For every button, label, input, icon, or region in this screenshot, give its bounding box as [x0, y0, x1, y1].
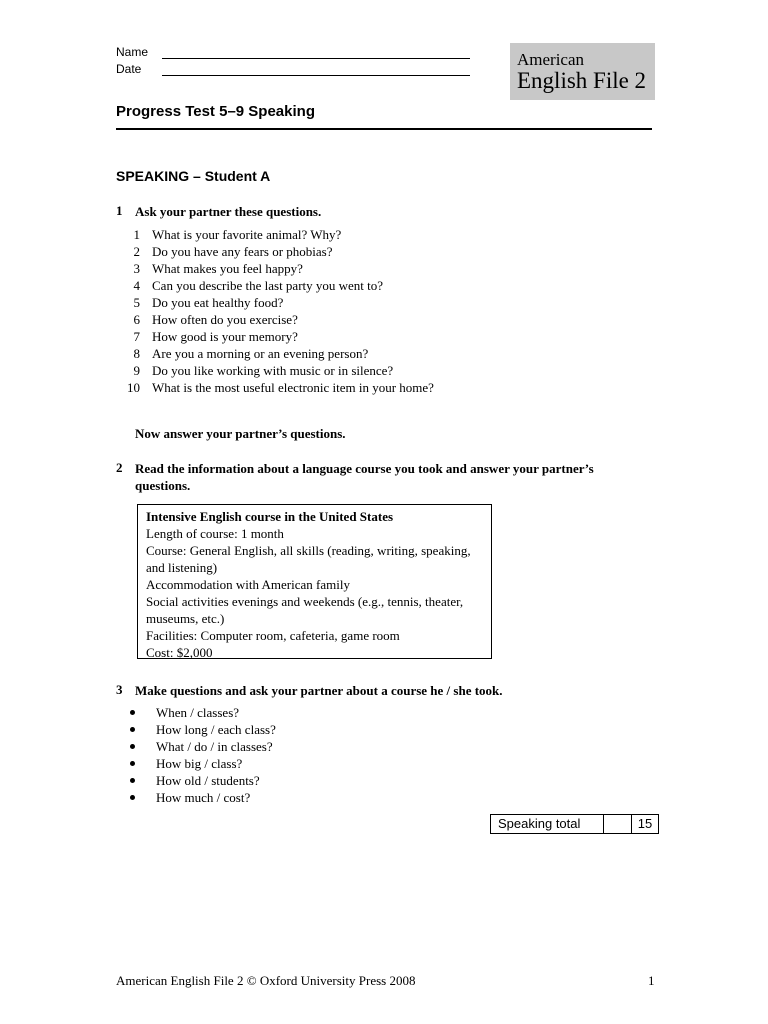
list-item [116, 243, 656, 260]
item-text: Can you describe the last party you went to? [152, 278, 384, 293]
question-2-text: Read the information about a language course you took and answer your partner’s questions. [135, 461, 594, 493]
list-item [116, 294, 656, 311]
course-info-line: Accommodation with American family [146, 577, 350, 592]
speaking-total-max: 15 [637, 816, 653, 831]
item-text: How good is your memory? [152, 329, 298, 344]
question-3-number: 3 [116, 682, 123, 697]
item-number: 4 [133, 278, 140, 293]
question-1-text: Ask your partner these questions. [135, 204, 322, 219]
item-number: 7 [133, 329, 140, 344]
bullet-icon [130, 795, 135, 800]
name-field[interactable] [162, 58, 470, 59]
course-info-line: Facilities: Computer room, cafeteria, game room [146, 628, 400, 643]
list-item [116, 328, 656, 345]
bullet-text: How long / each class? [156, 722, 276, 737]
item-text: Do you have any fears or phobias? [152, 244, 333, 259]
title-divider [116, 128, 652, 130]
name-label: Name [116, 45, 149, 59]
item-number: 9 [133, 363, 140, 378]
question-3-text: Make questions and ask your partner about a course he / she took. [135, 683, 503, 698]
item-number: 2 [133, 244, 140, 259]
bullet-text: How old / students? [156, 773, 260, 788]
test-title: Progress Test 5–9 Speaking [116, 103, 315, 120]
list-item [116, 362, 656, 379]
item-text: Do you eat healthy food? [152, 295, 284, 310]
question-1-followup: Now answer your partner’s questions. [135, 426, 346, 441]
bullet-icon [130, 778, 135, 783]
section-heading: SPEAKING – Student A [116, 168, 271, 184]
item-number: 1 [133, 227, 140, 242]
item-text: What makes you feel happy? [152, 261, 303, 276]
bullet-text: What / do / in classes? [156, 739, 273, 754]
speaking-total-score-field[interactable] [604, 815, 632, 833]
list-item [116, 277, 656, 294]
bullet-text: When / classes? [156, 705, 240, 720]
item-text: What is the most useful electronic item in your home? [152, 380, 434, 395]
question-1-heading [0, 203, 768, 220]
question-1-list [116, 226, 656, 396]
list-item [116, 379, 656, 396]
item-number: 10 [127, 380, 140, 395]
item-number: 3 [133, 261, 140, 276]
date-label: Date [116, 62, 142, 76]
bullet-icon [130, 710, 135, 715]
bullet-text: How much / cost? [156, 790, 251, 805]
question-1-number: 1 [116, 203, 123, 218]
course-info-title: Intensive English course in the United States [146, 509, 394, 524]
logo-line-1: American [517, 50, 585, 69]
speaking-total-label: Speaking total [491, 815, 604, 833]
list-item [116, 311, 656, 328]
course-info-line: Length of course: 1 month [146, 526, 284, 541]
course-info-box [137, 504, 492, 659]
item-number: 6 [133, 312, 140, 327]
course-info-line: Cost: $2,000 [146, 645, 213, 660]
bullet-icon [130, 761, 135, 766]
footer-copyright: American English File 2 © Oxford University Press 2008 [116, 973, 416, 988]
item-number: 5 [133, 295, 140, 310]
question-3-heading [0, 682, 768, 699]
list-item [116, 260, 656, 277]
course-info-line: Course: General English, all skills (reading, writing, speaking, and listening) [146, 543, 471, 575]
list-item [116, 345, 656, 362]
bullet-icon [130, 727, 135, 732]
bullet-icon [130, 744, 135, 749]
speaking-total-box [490, 814, 659, 834]
list-item [116, 226, 656, 243]
item-text: How often do you exercise? [152, 312, 298, 327]
item-text: What is your favorite animal? Why? [152, 227, 342, 242]
item-number: 8 [133, 346, 140, 361]
date-field[interactable] [162, 75, 470, 76]
item-text: Do you like working with music or in silence? [152, 363, 394, 378]
page-number: 1 [648, 973, 655, 988]
question-2-number: 2 [116, 460, 123, 475]
bullet-text: How big / class? [156, 756, 243, 771]
publisher-logo [510, 43, 655, 100]
item-text: Are you a morning or an evening person? [152, 346, 369, 361]
logo-line-2: English File 2 [517, 68, 647, 93]
course-info-line: Social activities evenings and weekends (e.g., tennis, theater, museums, etc.) [146, 594, 464, 626]
question-2-heading [0, 460, 768, 494]
